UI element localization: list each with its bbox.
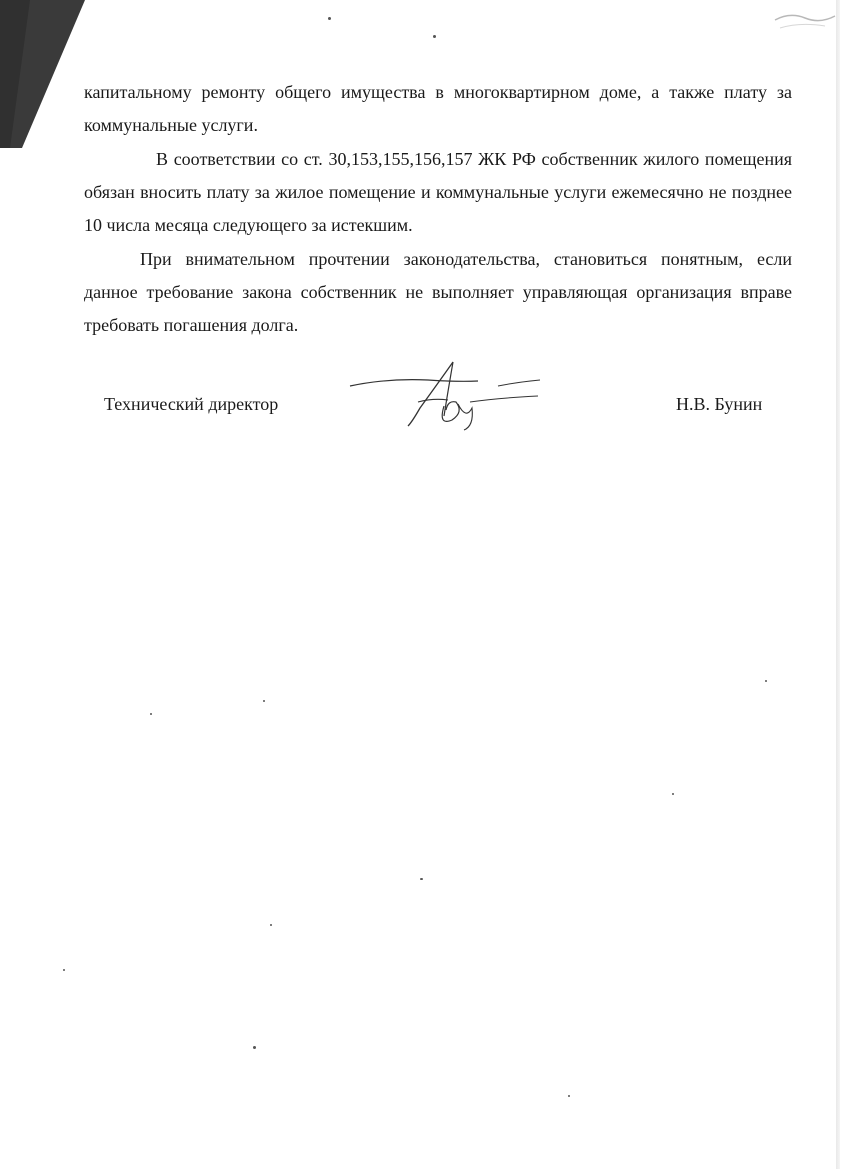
paragraph-capital-repair: капитальному ремонту общего имущества в многоквартирном доме, а также плату за коммунальные услуги. — [84, 82, 792, 135]
scan-speck — [433, 35, 436, 38]
scan-shadow-left — [0, 0, 85, 150]
scan-speck — [420, 878, 423, 880]
paragraph-debt-claim: При внимательном прочтении законодательства, становиться понятным, если данное требование закона собственник не выполняет управляющая организация вправе требовать погашения долга. — [84, 249, 792, 335]
scan-speck — [270, 924, 272, 926]
scan-speck — [672, 793, 674, 795]
scan-speck — [253, 1046, 256, 1049]
scan-speck — [263, 700, 265, 702]
scan-speck — [150, 713, 152, 715]
signatory-name: Н.В. Бунин — [676, 394, 763, 414]
handwritten-signature — [348, 356, 548, 436]
scan-speck — [568, 1095, 570, 1097]
scan-artifact-top-right — [770, 8, 840, 38]
paragraph-housing-code: В соответствии со ст. 30,153,155,156,157 ЖК РФ собственник жилого помещения обязан вносить плату за жилое помещение и коммунальные услуги ежемесячно не позднее 10 числа месяца следующего за истекшим. — [84, 149, 792, 235]
scan-speck — [765, 680, 767, 682]
scan-speck — [63, 969, 65, 971]
scan-speck — [328, 17, 331, 20]
signatory-position: Технический директор — [104, 394, 279, 414]
scan-edge-right — [836, 0, 840, 1169]
